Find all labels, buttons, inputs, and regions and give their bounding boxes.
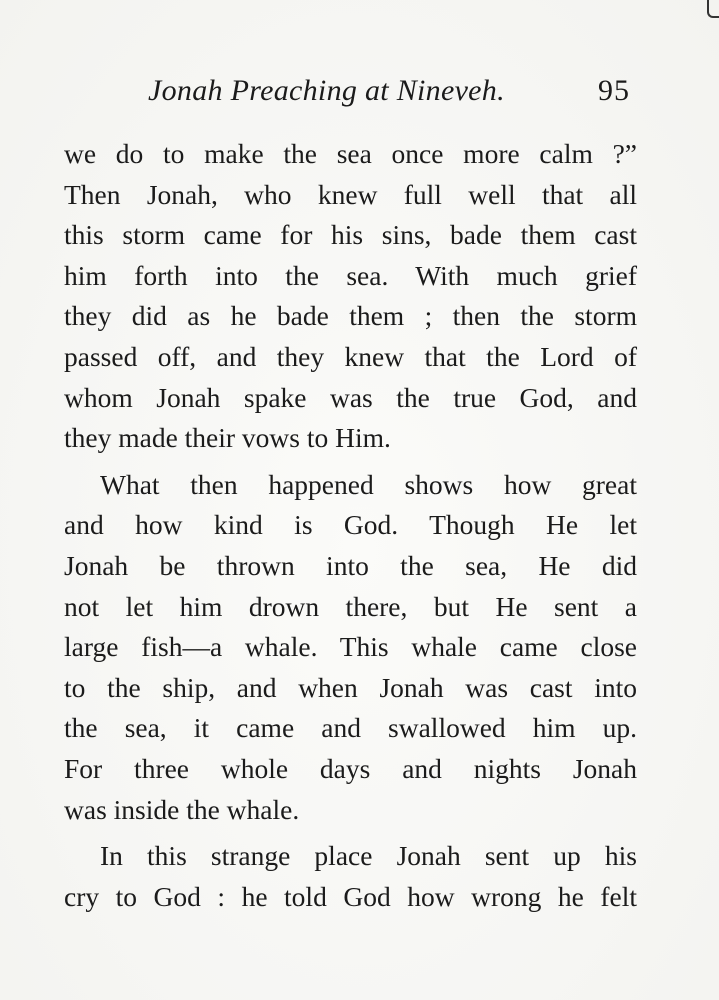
text-line: the sea, it came and swallowed him up. (64, 712, 637, 744)
text-line: to the ship, and when Jonah was cast into (64, 671, 637, 703)
text-line: this storm came for his sins, bade them cast (64, 219, 637, 251)
text-line: him forth into the sea. With much grief (64, 259, 637, 291)
text-line: they made their vows to Him. (64, 422, 391, 454)
text-line: What then happened shows how great (100, 468, 637, 500)
page-number: 95 (598, 74, 630, 107)
running-head (64, 74, 634, 114)
body-text (64, 134, 637, 917)
text-line: Jonah be thrown into the sea, He did (64, 549, 637, 581)
text-line: was inside the whale. (64, 793, 300, 825)
text-line: cry to God : he told God how wrong he felt (64, 880, 637, 912)
text-line: whom Jonah spake was the true God, and (64, 381, 637, 413)
running-title: Jonah Preaching at Nineveh. (148, 74, 505, 107)
page-corner-mark (707, 0, 719, 18)
text-line: For three whole days and nights Jonah (64, 752, 637, 784)
text-line: large fish—a whale. This whale came close (64, 631, 637, 663)
text-line: Then Jonah, who knew full well that all (64, 178, 637, 210)
text-line: and how kind is God. Though He let (64, 509, 637, 541)
text-line: In this strange place Jonah sent up his (100, 840, 637, 872)
text-line: they did as he bade them ; then the storm (64, 300, 637, 332)
text-line: passed off, and they knew that the Lord of (64, 340, 637, 372)
text-line: we do to make the sea once more calm ?” (64, 138, 637, 169)
text-line: not let him drown there, but He sent a (64, 590, 637, 622)
